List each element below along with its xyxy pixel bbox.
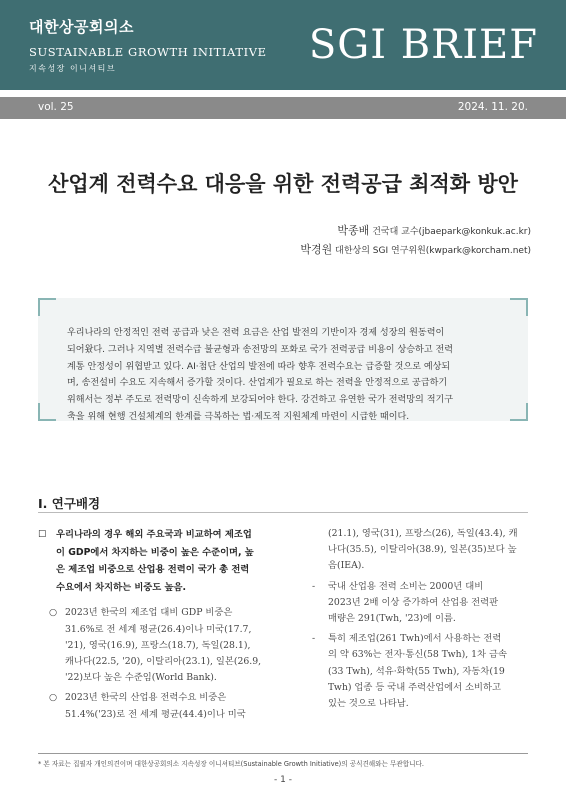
dash-bullet-icon: - xyxy=(312,633,316,645)
author-2 xyxy=(300,241,531,260)
author-affiliation: 대한상의 SGI 연구위원(kwpark@korcham.net) xyxy=(335,246,531,256)
abstract-line: 축을 위해 현행 건설체계의 한계를 극복하는 법·제도적 지원체계 마련이 시급한 때이다. xyxy=(67,411,410,422)
lead-line: 우리나라의 경우 해외 주요국과 비교하여 제조업 xyxy=(56,529,252,540)
brand-title: SGI BRIEF xyxy=(308,22,538,68)
dash-line: Twh) 업종 등 국내 주력산업에서 소비하고 xyxy=(328,681,501,693)
org-name-english: SUSTAINABLE GROWTH INITIATIVE xyxy=(29,45,267,59)
author-name: 박종배 xyxy=(337,224,370,237)
bullet-item xyxy=(38,605,278,686)
body-column-left xyxy=(38,526,278,723)
page-number: - 1 - xyxy=(274,775,292,785)
dash-line: 의 약 63%는 전자·통신(58 Twh), 1차 금속 xyxy=(328,649,507,661)
abstract-line: 되어왔다. 그러나 지역별 전력수급 불균형과 송전망의 포화로 국가 전력공급 비용이 상승하고 전력 xyxy=(67,344,454,355)
item-line: 2023년 한국의 제조업 대비 GDP 비중은 xyxy=(65,607,233,619)
abstract-line: 위해서는 정부 주도로 전력망이 신속하게 보강되어야 한다. 강건하고 유연한 국가 전력망의 적기구 xyxy=(67,395,454,406)
abstract-box xyxy=(38,298,528,421)
corner-bracket xyxy=(38,298,56,316)
lead-line: 수요에서 차지하는 비중도 높음. xyxy=(56,581,186,593)
lead-line: 은 제조업 비중으로 산업용 전력이 국가 총 전력 xyxy=(56,564,250,576)
dash-line: 국내 산업용 전력 소비는 2000년 대비 xyxy=(328,580,484,592)
item-line: 51.4%('23)로 전 세계 평균(44.4)이나 미국 xyxy=(65,708,246,720)
abstract-line: 며, 송전설비 수요도 지속해서 증가할 것이다. 산업계가 필요로 하는 전력을 안정적으로 공급하기 xyxy=(67,378,448,389)
bullet-item xyxy=(38,690,278,722)
dash-line: 특히 제조업(261 Twh)에서 사용하는 전력 xyxy=(328,633,502,645)
dash-bullet-icon: - xyxy=(312,580,316,592)
lead-line: 이 GDP에서 차지하는 비중이 높은 수준이며, 높 xyxy=(56,546,254,558)
publish-date: 2024. 11. 20. xyxy=(457,101,528,113)
item-continuation xyxy=(290,526,530,575)
author-list xyxy=(300,222,531,260)
footnote: * 본 자료는 집필자 개인의견이며 대한상공회의소 지속성장 이니셔티브(Sustainable Growth Initiative)의 공식견해와는 무관합니다. xyxy=(38,760,424,768)
volume-bar xyxy=(0,97,566,119)
dash-line: 2023년 2배 이상 증가하여 산업용 전력판 xyxy=(328,596,499,608)
header-banner xyxy=(0,0,566,90)
item-line: (21.1), 영국(31), 프랑스(26), 독일(43.4), 캐 xyxy=(328,528,518,539)
item-line: '21), 영국(16.9), 프랑스(18.7), 독일(28.1), xyxy=(65,639,251,651)
abstract-text xyxy=(67,325,513,426)
lead-paragraph xyxy=(38,526,278,596)
checkbox-bullet-icon: ☐ xyxy=(38,529,47,540)
dash-item xyxy=(290,579,530,628)
circle-bullet-icon: ○ xyxy=(49,607,58,619)
item-line: 31.6%로 전 세계 평균(26.4)이나 미국(17.7, xyxy=(65,623,252,635)
abstract-line: 계통 안정성이 위협받고 있다. AI·첨단 산업의 발전에 따라 향후 전력수요는 급증할 것으로 예상되 xyxy=(67,361,451,372)
org-name-korean: 대한상공회의소 xyxy=(29,18,134,36)
org-subtitle: 지속성장 이니셔티브 xyxy=(29,64,117,73)
dash-item xyxy=(290,631,530,712)
volume-number: vol. 25 xyxy=(38,101,74,113)
circle-bullet-icon: ○ xyxy=(49,692,58,704)
item-line: 2023년 한국의 산업용 전력수요 비중은 xyxy=(65,692,227,704)
footnote-divider xyxy=(38,753,528,754)
author-1 xyxy=(300,222,531,241)
section-heading: Ⅰ. 연구배경 xyxy=(38,496,101,511)
body-column-right xyxy=(290,526,530,712)
dash-line: 매량은 291(Twh, '23)에 이름. xyxy=(328,613,456,625)
corner-bracket xyxy=(510,298,528,316)
author-affiliation: 건국대 교수(jbaepark@konkuk.ac.kr) xyxy=(372,227,531,237)
dash-line: 있는 것으로 나타남. xyxy=(328,698,409,710)
document-title: 산업계 전력수요 대응을 위한 전력공급 최적화 방안 xyxy=(48,172,518,196)
item-line: '22)보다 높은 수준임(World Bank). xyxy=(65,672,217,684)
item-line: 음(IEA). xyxy=(328,560,365,572)
item-line: 캐나다(22.5, '20), 이탈리아(23.1), 일본(26.9, xyxy=(65,655,262,667)
corner-bracket xyxy=(38,403,56,421)
item-line: 나다(35.5), 이탈리아(38.9), 일본(35)보다 높 xyxy=(328,544,517,556)
dash-line: (33 Twh), 석유·화학(55 Twh), 자동차(19 xyxy=(328,665,505,677)
abstract-line: 우리나라의 안정적인 전력 공급과 낮은 전력 요금은 산업 발전의 기반이자 경제 성장의 원동력이 xyxy=(67,328,445,338)
section-divider xyxy=(38,512,528,513)
author-name: 박경원 xyxy=(300,243,333,256)
